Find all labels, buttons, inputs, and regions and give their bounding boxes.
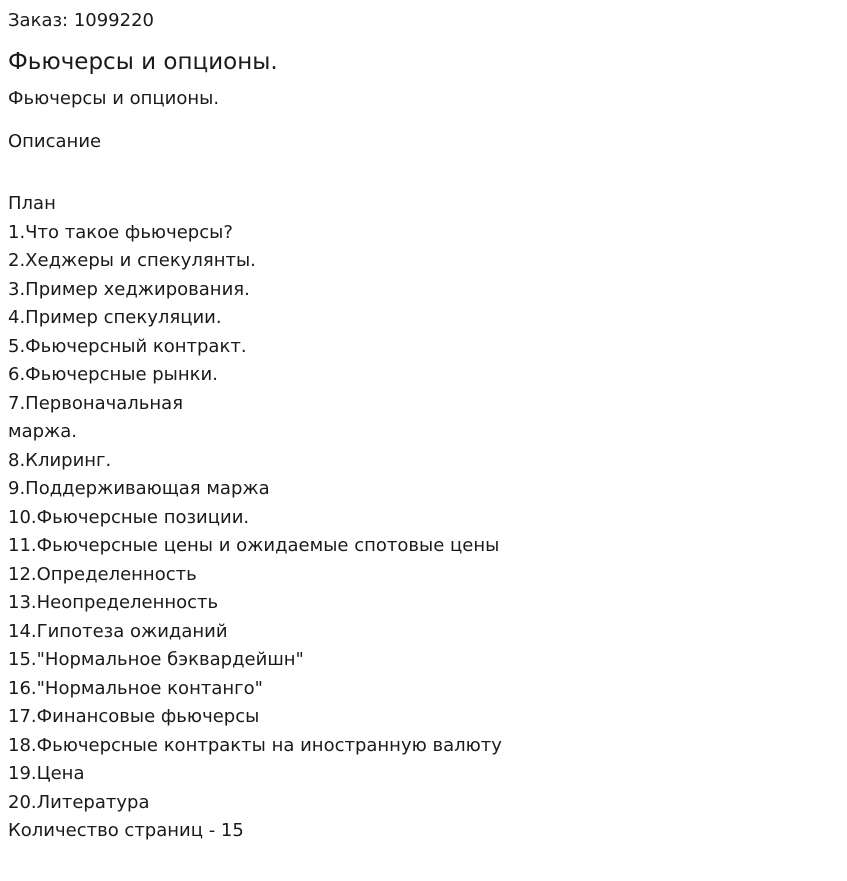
plan-item: 15."Нормальное бэквардейшн" xyxy=(8,649,304,670)
plan-item: 18.Фьючерсные контракты на иностранную валюту xyxy=(8,734,502,756)
plan-item: 20.Литература xyxy=(8,791,150,813)
plan-item: 16."Нормальное контанго" xyxy=(8,677,263,699)
plan-item: 5.Фьючерсный контракт. xyxy=(8,335,247,357)
plan-list xyxy=(8,190,502,846)
document-subtitle: Фьючерсы и опционы. xyxy=(8,88,220,109)
plan-item: 4.Пример спекуляции. xyxy=(8,307,222,328)
plan-heading: План xyxy=(8,193,56,214)
plan-item: 19.Цена xyxy=(8,763,85,784)
plan-item: 3.Пример хеджирования. xyxy=(8,278,250,300)
plan-item: 6.Фьючерсные рынки. xyxy=(8,364,218,385)
plan-item: 14.Гипотеза ожиданий xyxy=(8,620,228,642)
plan-item: 8.Клиринг. xyxy=(8,449,112,471)
plan-item: 2.Хеджеры и спекулянты. xyxy=(8,250,256,271)
plan-item: 13.Неопределенность xyxy=(8,592,219,613)
document-title: Фьючерсы и опционы. xyxy=(8,49,278,75)
plan-item-continuation: маржа. xyxy=(8,421,78,442)
plan-item: 17.Финансовые фьючерсы xyxy=(8,706,260,727)
description-heading: Описание xyxy=(8,131,102,152)
page-count: Количество страниц - 15 xyxy=(8,820,244,841)
plan-item: 10.Фьючерсные позиции. xyxy=(8,506,250,528)
plan-item: 12.Определенность xyxy=(8,563,197,585)
plan-item: 7.Первоначальная xyxy=(8,392,184,414)
order-number: Заказ: 1099220 xyxy=(8,10,154,31)
plan-item: 11.Фьючерсные цены и ожидаемые спотовые цены xyxy=(8,535,500,556)
plan-item: 9.Поддерживающая маржа xyxy=(8,478,270,499)
plan-item: 1.Что такое фьючерсы? xyxy=(8,221,233,243)
